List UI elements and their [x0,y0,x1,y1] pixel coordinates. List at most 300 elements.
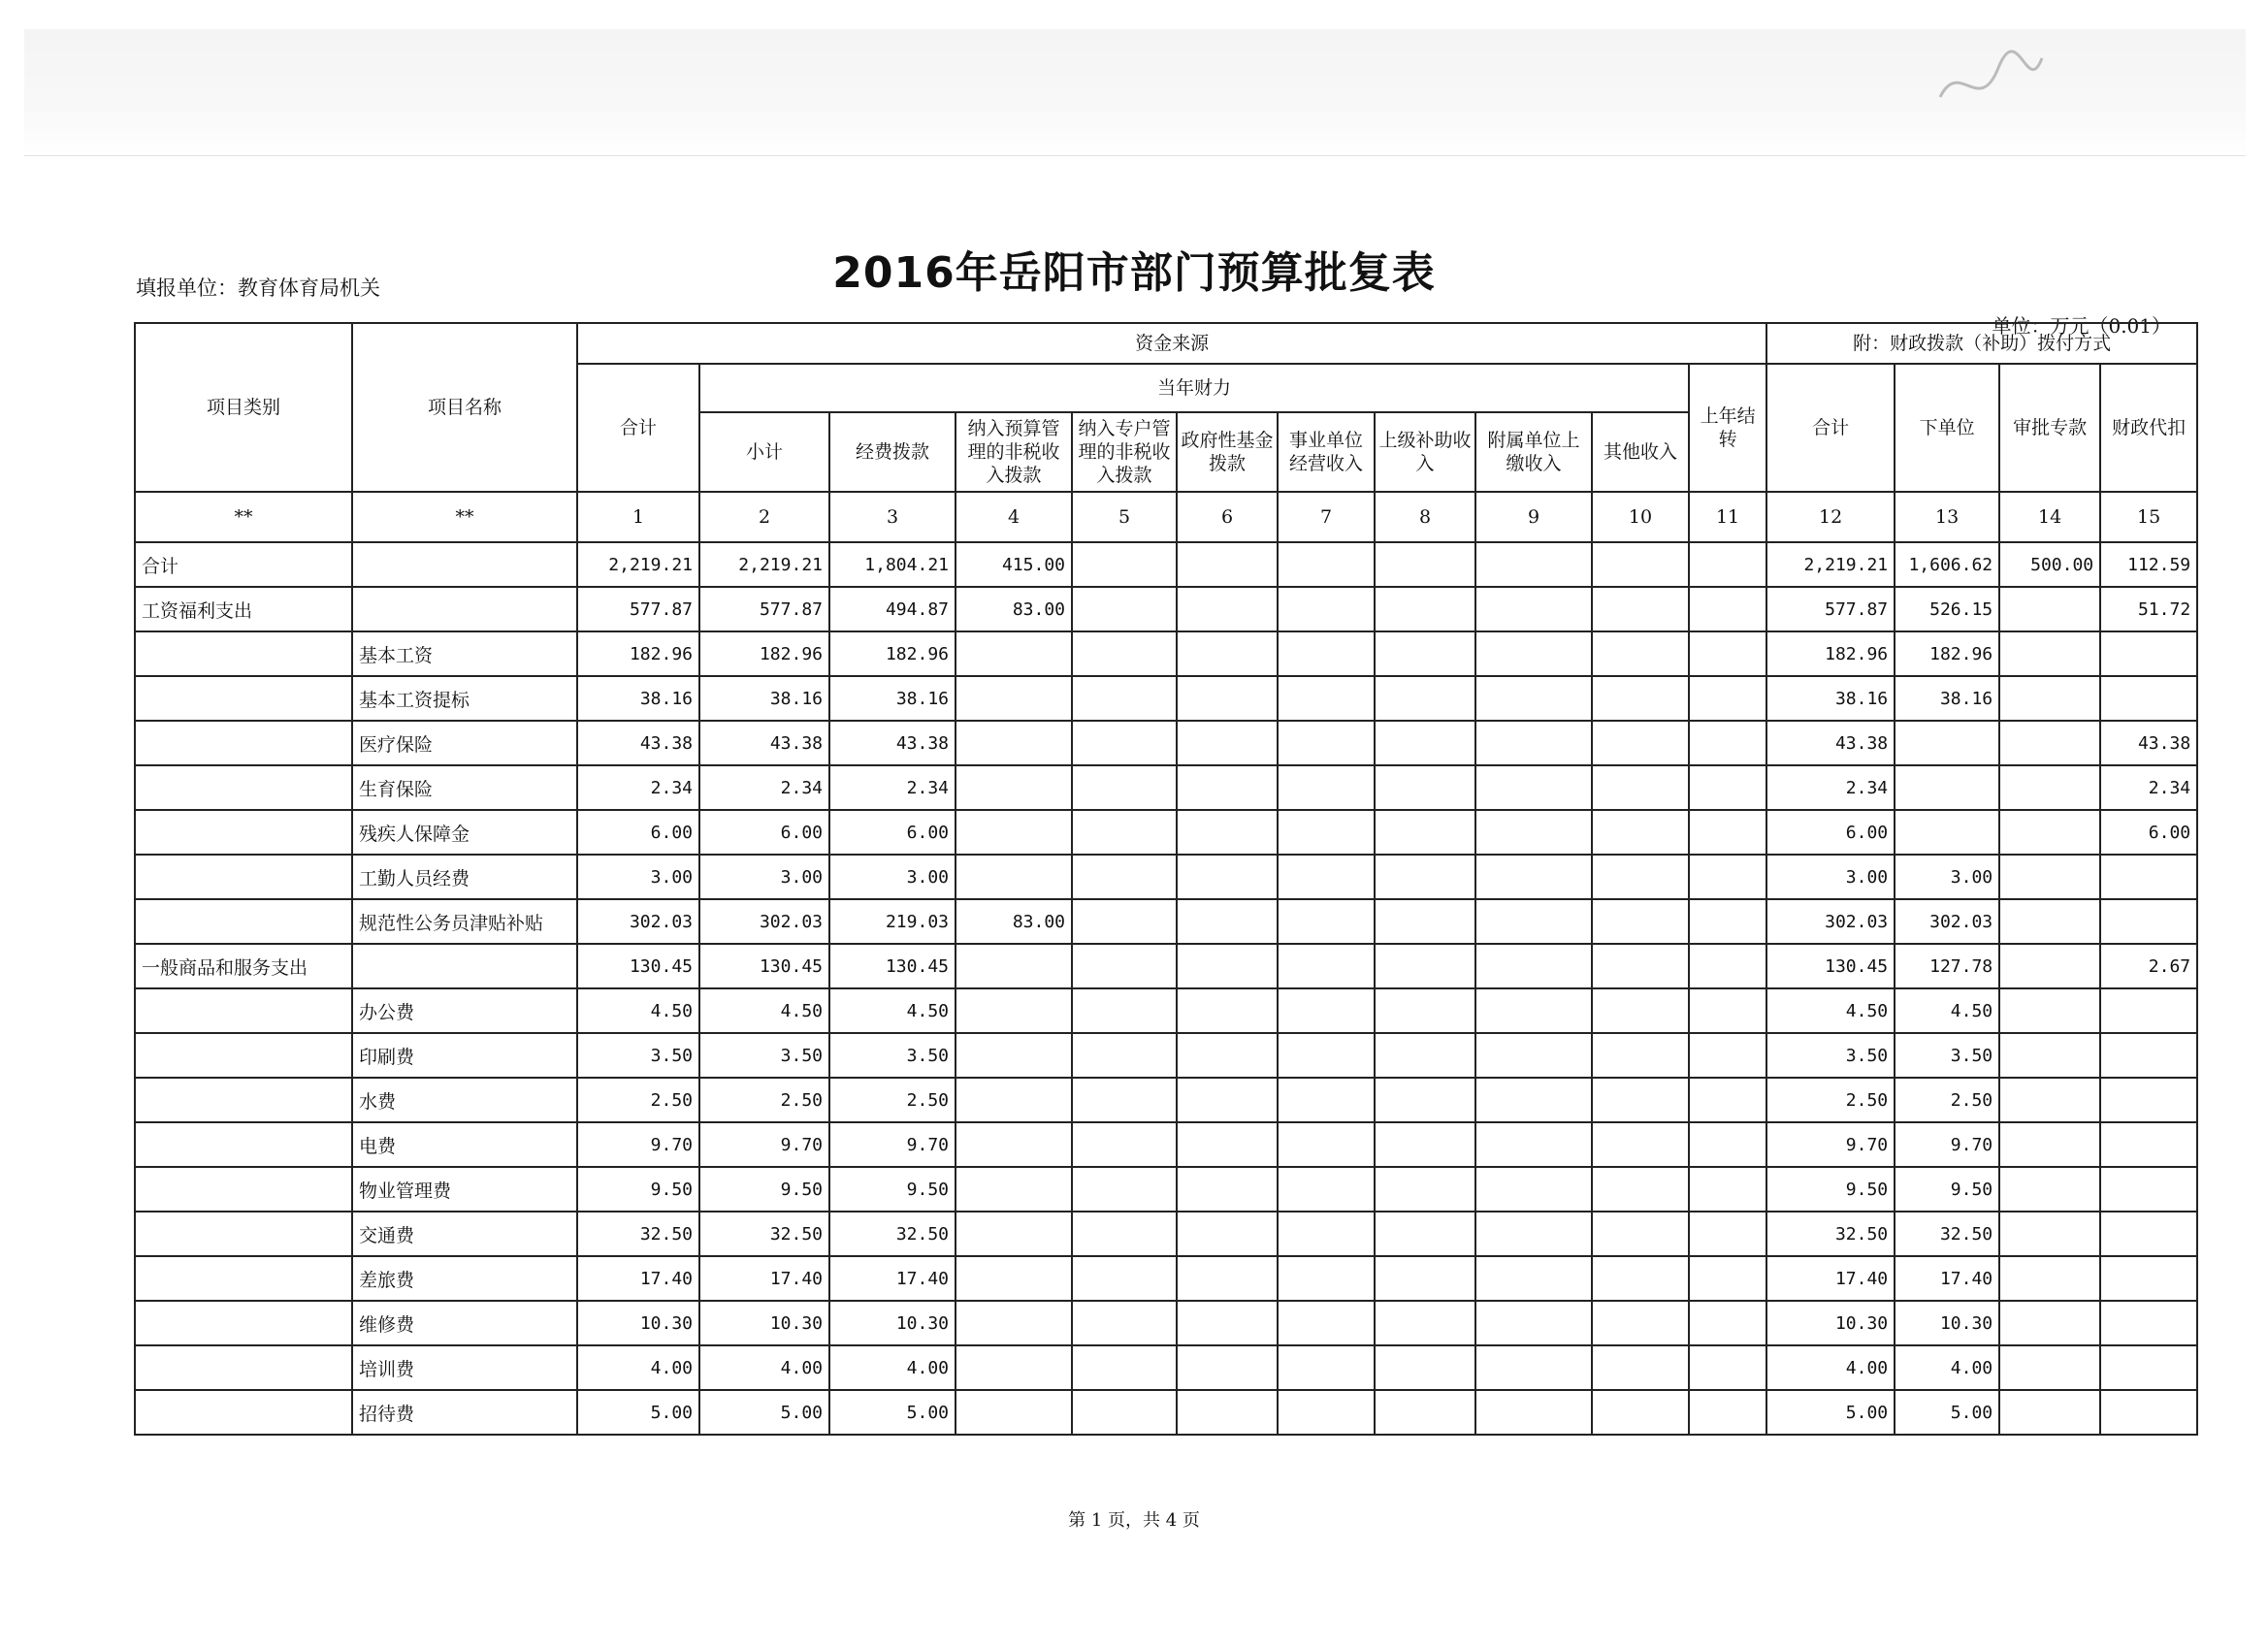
value-cell: 6.00 [829,810,956,855]
value-cell: 3.00 [829,855,956,899]
value-cell [1177,587,1278,631]
table-row [135,542,2197,587]
index-cell: 3 [829,492,956,542]
value-cell: 3.00 [577,855,699,899]
value-cell [1375,631,1475,676]
header-biz-income: 事业单位经营收入 [1278,412,1375,492]
value-cell: 127.78 [1895,944,1999,988]
value-cell [1592,1212,1689,1256]
value-cell: 2.50 [577,1078,699,1122]
value-cell [956,1345,1072,1390]
value-cell [1278,1345,1375,1390]
value-cell [1278,721,1375,765]
index-cell: 8 [1375,492,1475,542]
value-cell [1278,944,1375,988]
value-cell [1592,1167,1689,1212]
value-cell [1689,1122,1766,1167]
value-cell: 17.40 [1895,1256,1999,1301]
value-cell [1999,721,2100,765]
value-cell [1592,1390,1689,1435]
value-cell [1072,1301,1177,1345]
value-cell: 302.03 [1895,899,1999,944]
value-cell [1177,765,1278,810]
value-cell: 9.70 [1895,1122,1999,1167]
value-cell: 17.40 [1766,1256,1895,1301]
row-category [135,721,352,765]
value-cell [1592,899,1689,944]
row-category: 一般商品和服务支出 [135,944,352,988]
value-cell: 219.03 [829,899,956,944]
value-cell [956,1167,1072,1212]
index-cell: ** [135,492,352,542]
value-cell [1278,1256,1375,1301]
header-funding: 经费拨款 [829,412,956,492]
value-cell [1592,988,1689,1033]
value-cell [1072,765,1177,810]
filing-unit: 填报单位：教育体育局机关 [136,276,380,300]
value-cell: 182.96 [829,631,956,676]
value-cell [956,721,1072,765]
value-cell [956,1301,1072,1345]
value-cell [1689,1301,1766,1345]
value-cell [956,676,1072,721]
table-row [135,721,2197,765]
value-cell: 38.16 [1766,676,1895,721]
row-category [135,1078,352,1122]
value-cell [1689,1078,1766,1122]
value-cell [1375,1122,1475,1167]
row-item-name [352,542,577,587]
value-cell [1475,676,1592,721]
value-cell: 6.00 [577,810,699,855]
value-cell: 3.50 [1895,1033,1999,1078]
value-cell [1072,1167,1177,1212]
row-category [135,899,352,944]
header-pm-fiscal: 财政代扣 [2100,364,2197,492]
value-cell [1999,1301,2100,1345]
value-cell: 9.50 [829,1167,956,1212]
value-cell [1278,988,1375,1033]
value-cell: 4.50 [1766,988,1895,1033]
value-cell [2100,899,2197,944]
value-cell [1072,676,1177,721]
value-cell: 4.50 [699,988,829,1033]
header-carryover: 上年结转 [1689,364,1766,492]
value-cell [1999,1212,2100,1256]
row-category [135,1033,352,1078]
value-cell: 43.38 [1766,721,1895,765]
row-category [135,1390,352,1435]
row-item-name: 维修费 [352,1301,577,1345]
value-cell [1072,1256,1177,1301]
value-cell: 9.50 [577,1167,699,1212]
value-cell [1475,988,1592,1033]
value-cell [956,1122,1072,1167]
value-cell [1177,1256,1278,1301]
value-cell: 9.70 [577,1122,699,1167]
value-cell [1278,1122,1375,1167]
value-cell [2100,988,2197,1033]
value-cell [2100,1033,2197,1078]
value-cell: 2,219.21 [1766,542,1895,587]
value-cell [1592,1301,1689,1345]
value-cell: 38.16 [699,676,829,721]
row-item-name: 医疗保险 [352,721,577,765]
value-cell [1375,721,1475,765]
value-cell [2100,1212,2197,1256]
index-cell: 13 [1895,492,1999,542]
row-item-name: 基本工资提标 [352,676,577,721]
value-cell [1689,1212,1766,1256]
value-cell [1475,1212,1592,1256]
value-cell [1475,631,1592,676]
value-cell [1177,899,1278,944]
value-cell [1689,1167,1766,1212]
value-cell [1375,1167,1475,1212]
value-cell [1999,810,2100,855]
table-row [135,1167,2197,1212]
row-item-name: 规范性公务员津贴补贴 [352,899,577,944]
value-cell [1999,1078,2100,1122]
value-cell [2100,1167,2197,1212]
value-cell: 10.30 [699,1301,829,1345]
value-cell: 4.50 [1895,988,1999,1033]
table-row [135,1390,2197,1435]
value-cell [1689,1390,1766,1435]
value-cell: 2.34 [829,765,956,810]
value-cell: 32.50 [1895,1212,1999,1256]
table-body [135,492,2197,1435]
value-cell: 500.00 [1999,542,2100,587]
value-cell: 43.38 [2100,721,2197,765]
table-row [135,587,2197,631]
value-cell [1375,1256,1475,1301]
value-cell [1278,587,1375,631]
value-cell: 32.50 [829,1212,956,1256]
value-cell [1375,988,1475,1033]
header-category: 项目类别 [135,323,352,492]
table-row [135,1256,2197,1301]
row-category [135,631,352,676]
index-cell: 15 [2100,492,2197,542]
index-cell: 11 [1689,492,1766,542]
value-cell: 3.50 [577,1033,699,1078]
value-cell: 526.15 [1895,587,1999,631]
budget-table [134,322,2198,1436]
table-row [135,988,2197,1033]
value-cell: 577.87 [699,587,829,631]
value-cell: 38.16 [1895,676,1999,721]
value-cell [1072,810,1177,855]
row-item-name: 差旅费 [352,1256,577,1301]
value-cell [1592,944,1689,988]
value-cell: 2.34 [577,765,699,810]
value-cell: 182.96 [577,631,699,676]
value-cell [1689,855,1766,899]
value-cell: 2.50 [829,1078,956,1122]
value-cell [1072,1122,1177,1167]
value-cell: 4.00 [699,1345,829,1390]
index-cell: 12 [1766,492,1895,542]
value-cell: 17.40 [699,1256,829,1301]
value-cell: 112.59 [2100,542,2197,587]
value-cell: 9.50 [699,1167,829,1212]
value-cell [1689,1345,1766,1390]
value-cell [1375,1345,1475,1390]
table-row [135,1078,2197,1122]
value-cell [2100,1390,2197,1435]
table-row [135,1122,2197,1167]
value-cell: 10.30 [577,1301,699,1345]
row-item-name: 招待费 [352,1390,577,1435]
value-cell [2100,631,2197,676]
value-cell [1375,542,1475,587]
value-cell: 17.40 [829,1256,956,1301]
value-cell [1072,988,1177,1033]
value-cell [1177,542,1278,587]
value-cell [956,631,1072,676]
value-cell [1475,587,1592,631]
value-cell [1375,1390,1475,1435]
value-cell [1177,944,1278,988]
page-title: 2016年岳阳市部门预算批复表 [832,248,1436,298]
value-cell: 494.87 [829,587,956,631]
value-cell [1278,631,1375,676]
value-cell [1177,721,1278,765]
table-row [135,944,2197,988]
value-cell [1072,1033,1177,1078]
value-cell [1999,765,2100,810]
value-cell [1072,542,1177,587]
value-cell [1999,631,2100,676]
row-item-name: 残疾人保障金 [352,810,577,855]
value-cell [1689,899,1766,944]
value-cell [1375,899,1475,944]
value-cell [1592,721,1689,765]
value-cell [1278,810,1375,855]
value-cell: 302.03 [577,899,699,944]
row-category [135,765,352,810]
value-cell [2100,676,2197,721]
budget-table-wrapper [134,322,2198,1436]
value-cell: 3.00 [1766,855,1895,899]
row-category [135,1256,352,1301]
table-row [135,899,2197,944]
value-cell [1999,1122,2100,1167]
value-cell [1999,1033,2100,1078]
value-cell [1278,1212,1375,1256]
value-cell [1592,631,1689,676]
value-cell [2100,1256,2197,1301]
value-cell: 4.50 [577,988,699,1033]
value-cell: 51.72 [2100,587,2197,631]
value-cell: 9.70 [699,1122,829,1167]
value-cell [1072,1390,1177,1435]
value-cell [1072,855,1177,899]
value-cell [1475,899,1592,944]
row-item-name: 水费 [352,1078,577,1122]
value-cell [1999,1345,2100,1390]
value-cell [1375,1212,1475,1256]
index-cell: 14 [1999,492,2100,542]
value-cell [956,1078,1072,1122]
value-cell: 32.50 [577,1212,699,1256]
value-cell: 577.87 [1766,587,1895,631]
table-row [135,1212,2197,1256]
value-cell [1072,631,1177,676]
value-cell [1999,899,2100,944]
value-cell [1689,944,1766,988]
row-category [135,676,352,721]
header-other: 其他收入 [1592,412,1689,492]
value-cell: 43.38 [577,721,699,765]
value-cell: 130.45 [829,944,956,988]
value-cell [1592,587,1689,631]
value-cell [1072,1078,1177,1122]
header-nontax-budget: 纳入预算管理的非税收入拨款 [956,412,1072,492]
header-total: 合计 [577,364,699,492]
value-cell: 6.00 [2100,810,2197,855]
value-cell: 10.30 [829,1301,956,1345]
value-cell [1689,1256,1766,1301]
row-category [135,1345,352,1390]
value-cell [1592,676,1689,721]
value-cell: 6.00 [699,810,829,855]
value-cell: 3.50 [1766,1033,1895,1078]
value-cell [956,944,1072,988]
value-cell [956,988,1072,1033]
table-row [135,810,2197,855]
table-row [135,1301,2197,1345]
value-cell [1475,721,1592,765]
value-cell: 83.00 [956,587,1072,631]
row-category [135,1122,352,1167]
row-item-name: 交通费 [352,1212,577,1256]
value-cell: 4.50 [829,988,956,1033]
value-cell [1592,810,1689,855]
value-cell [1177,1167,1278,1212]
value-cell [2100,1301,2197,1345]
value-cell [1475,855,1592,899]
value-cell [956,765,1072,810]
value-cell: 9.70 [1766,1122,1895,1167]
row-item-name: 办公费 [352,988,577,1033]
value-cell [1072,721,1177,765]
index-row [135,492,2197,542]
value-cell [1895,721,1999,765]
value-cell [1689,1033,1766,1078]
value-cell: 32.50 [699,1212,829,1256]
row-item-name [352,944,577,988]
value-cell: 3.50 [829,1033,956,1078]
row-category [135,1301,352,1345]
value-cell: 4.00 [1766,1345,1895,1390]
value-cell [1278,1167,1375,1212]
value-cell [1072,944,1177,988]
value-cell: 182.96 [699,631,829,676]
value-cell [1999,676,2100,721]
value-cell [2100,1078,2197,1122]
value-cell [956,1033,1072,1078]
value-cell [1689,988,1766,1033]
value-cell [1895,765,1999,810]
value-cell: 38.16 [577,676,699,721]
value-cell [1475,765,1592,810]
row-category: 工资福利支出 [135,587,352,631]
row-category [135,1167,352,1212]
value-cell [1689,542,1766,587]
value-cell [956,1256,1072,1301]
index-cell: 10 [1592,492,1689,542]
value-cell [1592,1122,1689,1167]
value-cell [1177,1345,1278,1390]
value-cell [1177,988,1278,1033]
value-cell: 9.70 [829,1122,956,1167]
value-cell [1278,542,1375,587]
value-cell [1072,1212,1177,1256]
value-cell: 2.34 [1766,765,1895,810]
row-item-name: 基本工资 [352,631,577,676]
value-cell [1999,587,2100,631]
value-cell [1592,1033,1689,1078]
table-row [135,1033,2197,1078]
value-cell: 2.34 [2100,765,2197,810]
row-category: 合计 [135,542,352,587]
value-cell: 5.00 [577,1390,699,1435]
value-cell [1278,676,1375,721]
value-cell [1375,587,1475,631]
value-cell [1999,1167,2100,1212]
value-cell: 182.96 [1895,631,1999,676]
value-cell [956,855,1072,899]
value-cell [1999,1390,2100,1435]
value-cell: 302.03 [699,899,829,944]
value-cell [1475,944,1592,988]
value-cell: 2,219.21 [699,542,829,587]
value-cell [1278,1033,1375,1078]
value-cell: 6.00 [1766,810,1895,855]
value-cell: 10.30 [1766,1301,1895,1345]
value-cell: 130.45 [1766,944,1895,988]
header-payment-method: 附：财政拨款（补助）拨付方式 [1766,323,2197,364]
value-cell [1592,1256,1689,1301]
header-nontax-special: 纳入专户管理的非税收入拨款 [1072,412,1177,492]
table-row [135,1345,2197,1390]
value-cell [1278,765,1375,810]
row-category [135,1212,352,1256]
header-gov-fund: 政府性基金拨款 [1177,412,1278,492]
header-name: 项目名称 [352,323,577,492]
value-cell: 38.16 [829,676,956,721]
value-cell: 130.45 [699,944,829,988]
value-cell [1375,855,1475,899]
value-cell [1475,1345,1592,1390]
value-cell: 4.00 [829,1345,956,1390]
value-cell [1689,765,1766,810]
row-item-name: 工勤人员经费 [352,855,577,899]
value-cell [1072,587,1177,631]
value-cell: 9.50 [1766,1167,1895,1212]
value-cell [1375,1033,1475,1078]
header-subtotal: 小计 [699,412,829,492]
value-cell: 4.00 [577,1345,699,1390]
page-footer: 第 1 页，共 4 页 [1068,1510,1200,1531]
index-cell: ** [352,492,577,542]
row-item-name: 生育保险 [352,765,577,810]
value-cell [1999,855,2100,899]
value-cell [1999,988,2100,1033]
table-row [135,676,2197,721]
